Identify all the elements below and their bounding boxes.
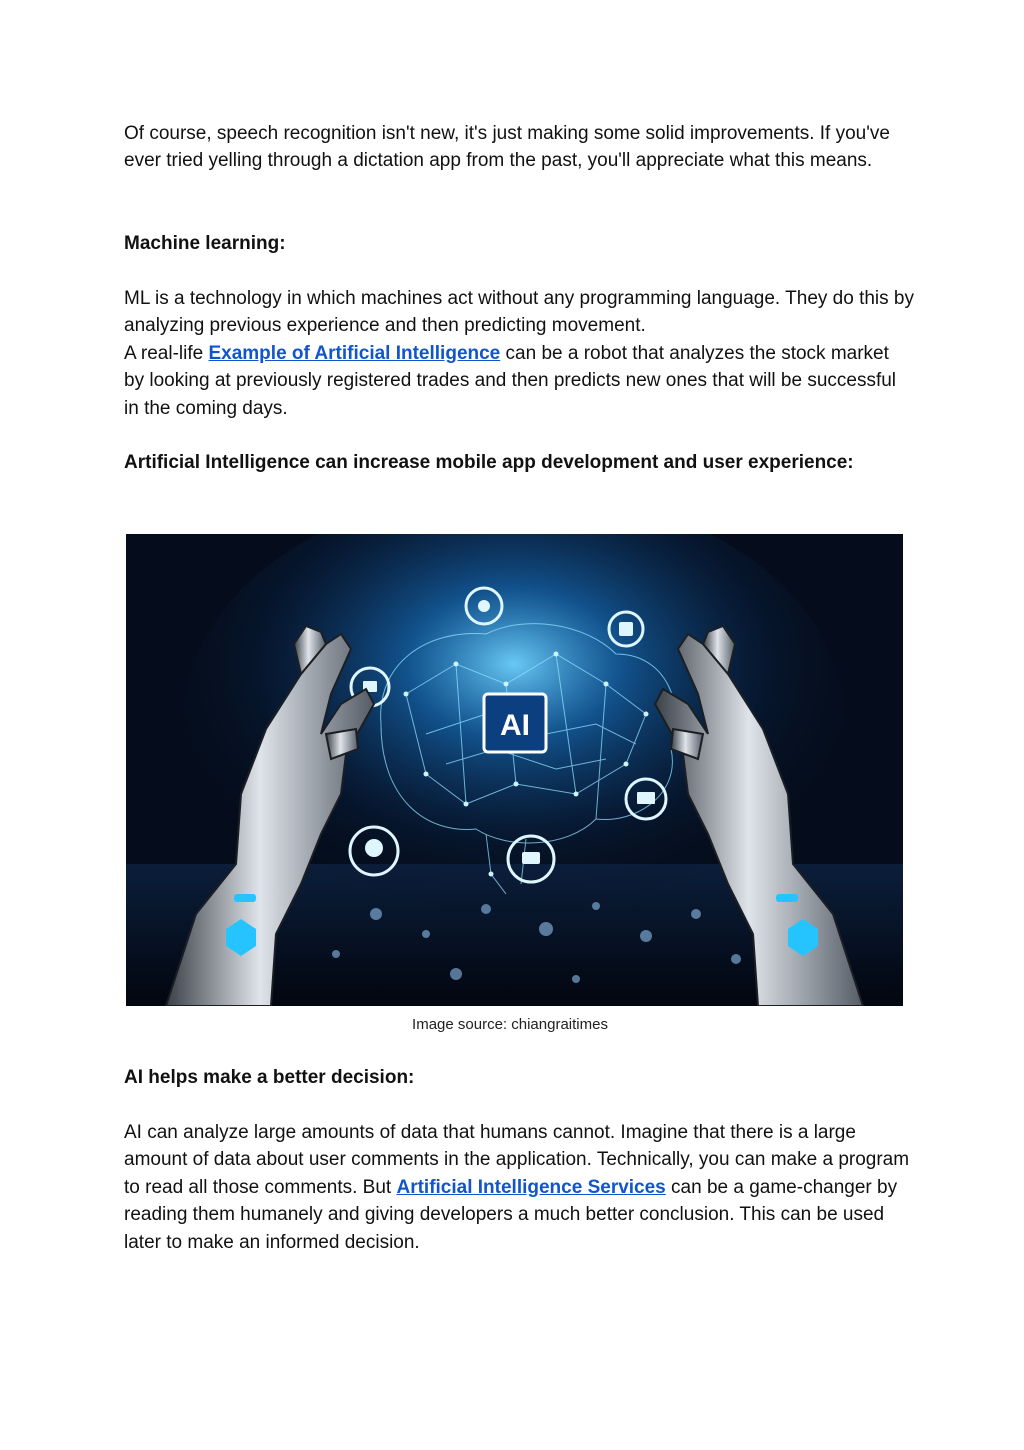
ai-badge <box>484 694 546 752</box>
heading-better-decision <box>124 1064 914 1091</box>
heading-text: Machine learning: <box>124 233 286 254</box>
paragraph-text: Of course, speech recognition isn't new, it's just making some solid improvements. If you've ever tried yelling through a dictation app from the past, you'll appreciate what this means. <box>124 123 890 172</box>
paragraph-example <box>124 340 914 422</box>
ai-services-link[interactable]: Artificial Intelligence Services <box>396 1176 666 1198</box>
example-of-ai-link[interactable]: Example of Artificial Intelligence <box>208 342 501 364</box>
ai-robot-hands-image <box>126 534 903 1006</box>
image-caption: Image source: chiangraitimes <box>412 1016 608 1033</box>
text-span: can be a robot that analyzes the stock market by looking at previously registered trades and then predicts new ones that will be successful in the coming days. <box>124 342 897 419</box>
paragraph-speech-recognition <box>124 120 914 175</box>
paragraph-text <box>124 1119 914 1256</box>
paragraph-machine-learning <box>124 285 914 422</box>
heading-text: Artificial Intelligence can increase mobile app development and user experience: <box>124 452 854 473</box>
text-span: AI can analyze large amounts of data that humans cannot. Imagine that there is a large amount of data about user comments in the application. Technically, you can make a program to read all those comments. But <box>124 1122 910 1198</box>
heading-text: AI helps make a better decision: <box>124 1067 415 1088</box>
text-span: A real-life <box>124 342 209 364</box>
illustration-svg <box>126 534 903 1006</box>
text-span: can be a game-changer by reading them humanely and giving developers a much better conclusion. This can be used later to make an informed decision. <box>124 1176 898 1253</box>
ai-badge-text: AI <box>500 709 530 742</box>
paragraph-text: ML is a technology in which machines act without any programming language. They do this by analyzing previous experience and then predicting movement. <box>124 288 914 337</box>
paragraph-better-decision <box>124 1119 914 1256</box>
heading-machine-learning <box>124 230 914 257</box>
heading-mobile-app <box>124 449 914 476</box>
